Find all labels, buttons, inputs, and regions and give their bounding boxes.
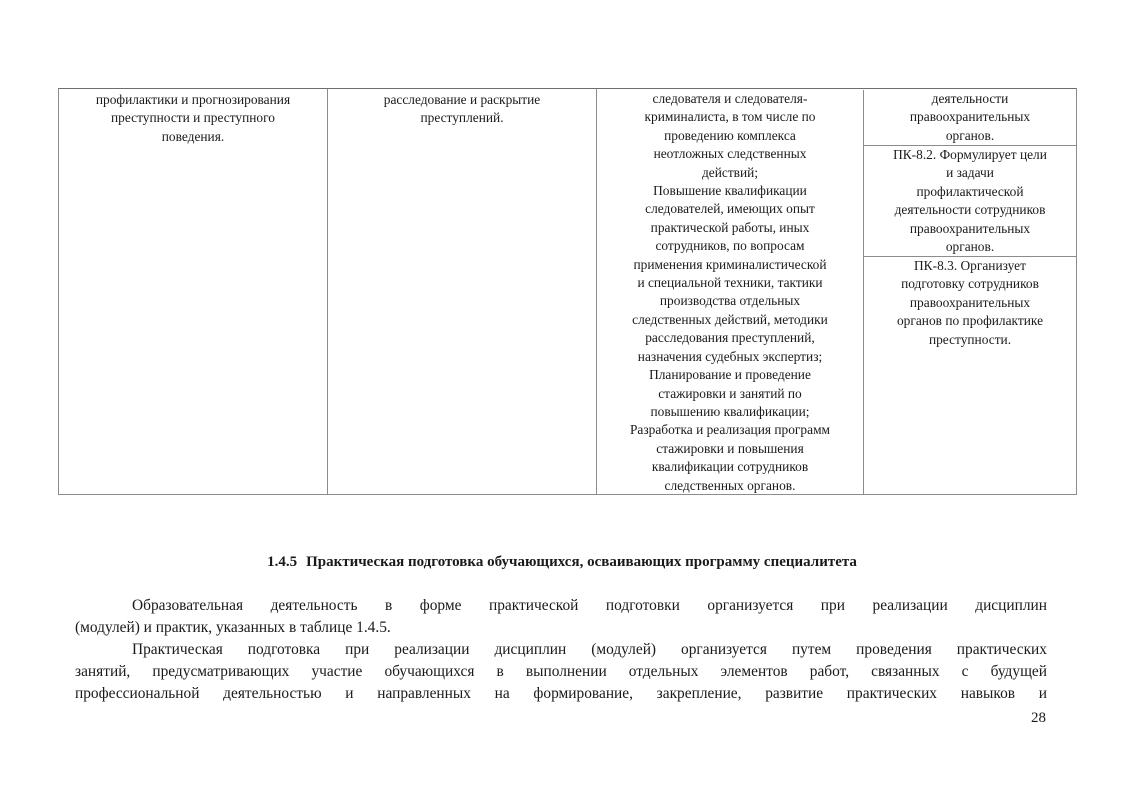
cell-line: правоохранительных [909,220,1031,236]
cell-line: расследование и раскрытие [383,92,541,107]
paragraph-line: Практическая подготовка при реализации дисциплин (модулей) организуется путем проведения практических [132,641,1047,658]
cell-line: назначения судебных экспертиз; [637,348,823,364]
cell-line: квалификации сотрудников [651,459,809,475]
paragraph-line: профессиональной деятельностью и направленных на формирование, закрепление, развитие практических навыков и [75,685,1047,703]
cell-line: применения криминалистической [633,256,827,272]
cell-line: следственных органов. [664,477,796,493]
competency-cell-pk-8-3 [864,257,1076,494]
cell-line: деятельности сотрудников [894,202,1046,218]
section-number: 1.4.5 [267,554,298,570]
cell-line: преступности. [928,331,1012,347]
cell-line: стажировки и занятий по [658,385,802,401]
cell-line: неотложных следственных [653,146,807,162]
page-number: 28 [1031,710,1046,726]
cell-line: ПК-8.3. Организует [914,258,1026,273]
cell-line: Планирование и проведение [649,367,811,383]
cell-line: подготовку сотрудников [901,276,1039,292]
cell-line: следователей, имеющих опыт [645,201,815,217]
cell-line: преступлений. [420,110,504,126]
table-cell-investigation-area [328,89,597,494]
cell-line: поведения. [161,128,225,144]
cell-line: органов по профилактике [896,313,1044,329]
section-title: Практическая подготовка обучающихся, осваивающих программу специалитета [306,554,857,570]
paragraph-line: занятий, предусматривающих участие обучающихся в выполнении отдельных элементов работ, связанных с будущей [75,663,1047,681]
cell-line: расследования преступлений, [645,330,815,346]
cell-line: следователя и следователя- [652,91,808,106]
cell-line: практической работы, иных [650,219,810,235]
cell-line: профилактической [916,183,1024,199]
cell-line: криминалиста, в том числе по [644,109,816,125]
cell-line: и специальной техники, тактики [637,275,823,291]
cell-line: органов. [945,239,995,255]
cell-line: действий; [701,164,759,180]
cell-line: стажировки и повышения [656,440,804,456]
table-column-competencies [864,89,1076,494]
cell-line: и задачи [946,165,994,181]
table-cell-prevention-area [59,89,328,494]
section-heading [0,554,1124,571]
cell-line: преступности и преступного [111,110,275,126]
cell-line: производства отдельных [659,293,801,309]
paragraph-line: Образовательная деятельность в форме практической подготовки организуется при реализации дисциплин [132,597,1047,614]
competency-cell [864,90,1076,146]
cell-line: Повышение квалификации [653,183,807,199]
paragraph [75,595,1047,639]
cell-line: правоохранительных [909,109,1031,125]
table-cell-tasks [597,90,864,494]
cell-line: правоохранительных [909,294,1031,310]
cell-line: органов. [945,127,995,143]
paragraph [75,639,1047,706]
cell-line: проведению комплекса [664,127,796,143]
paragraph-line: (модулей) и практик, указанных в таблице 1.4.5. [75,619,391,637]
competency-cell-pk-8-2 [864,146,1076,257]
cell-line: деятельности [931,91,1009,106]
competency-table [58,88,1077,495]
cell-line: Разработка и реализация программ [629,422,831,438]
cell-line: повышению квалификации; [650,403,810,419]
cell-line: ПК-8.2. Формулирует цели [893,147,1047,162]
cell-line: профилактики и прогнозирования [95,92,291,107]
cell-line: следственных действий, методики [632,311,828,327]
cell-line: сотрудников, по вопросам [655,238,805,254]
